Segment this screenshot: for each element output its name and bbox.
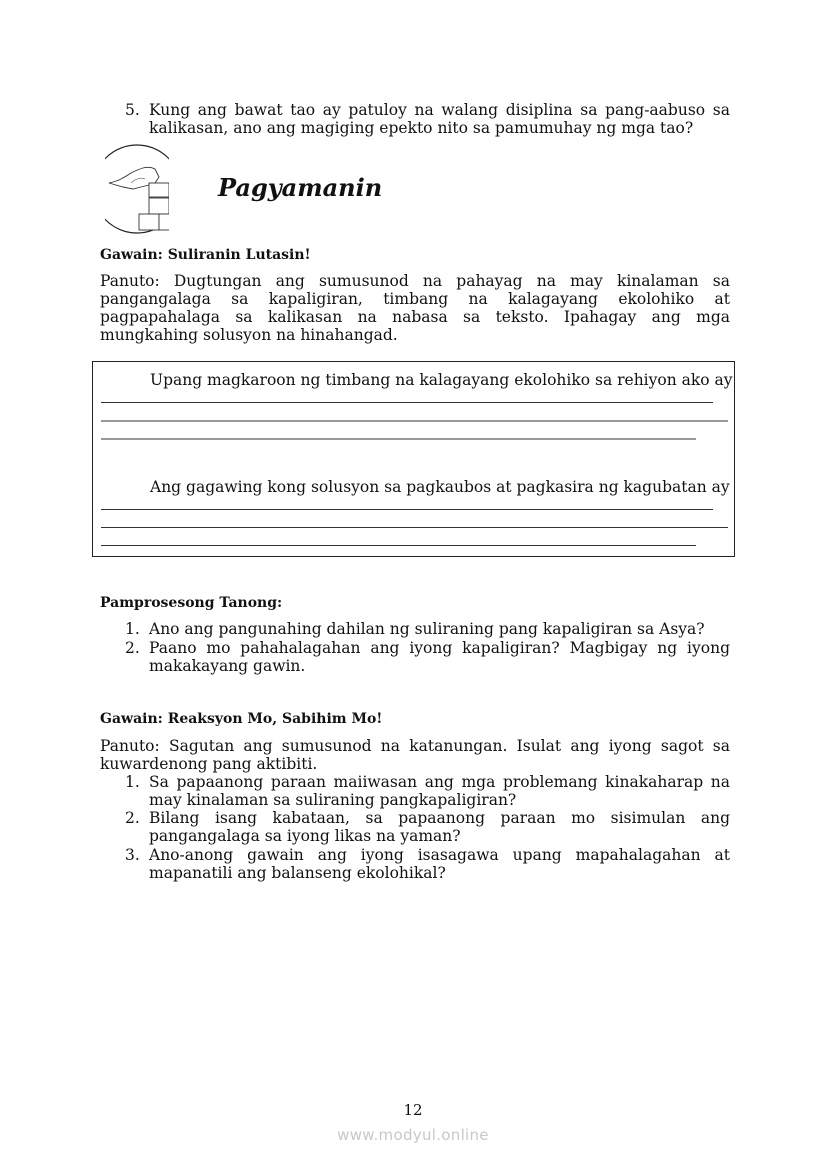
item-text: Sa papaanong paraan maiiwasan ang mga problemang kinakaharap na may kinalaman sa suliraning pangkapaligiran?	[149, 773, 730, 809]
answer-line[interactable]	[101, 545, 696, 546]
list-item	[125, 773, 730, 809]
item-text: Paano mo pahahalagahan ang iyong kapaligiran? Magbigay ng iyong makakayang gawin.	[149, 639, 730, 675]
section-title: Pagyamanin	[218, 173, 383, 202]
list-item	[125, 846, 730, 882]
list-item	[125, 809, 730, 845]
list-item	[125, 639, 730, 675]
prompt-1: Upang magkaroon ng timbang na kalagayang ekolohiko sa rehiyon ako ay	[150, 371, 733, 389]
question-text: Kung ang bawat tao ay patuloy na walang disiplina sa pang-aabuso sa kalikasan, ano ang magiging epekto nito sa pamumuhay ng mga tao?	[149, 101, 730, 137]
item-number: 1.	[125, 773, 140, 791]
hand-stacking-blocks-icon	[105, 143, 169, 235]
prompt-2: Ang gagawing kong solusyon sa pagkaubos at pagkasira ng kagubatan ay	[150, 478, 730, 496]
answer-line[interactable]	[101, 420, 728, 422]
answer-line[interactable]	[101, 438, 696, 440]
activity-heading: Gawain: Suliranin Lutasin!	[100, 247, 311, 263]
answer-line[interactable]	[101, 527, 728, 528]
processing-questions-heading: Pamprosesong Tanong:	[100, 595, 283, 611]
item-number: 3.	[125, 846, 140, 864]
answer-line[interactable]	[101, 402, 713, 403]
item-text: Ano-anong gawain ang iyong isasagawa upang mapahalagahan at mapanatili ang balanseng ekolohikal?	[149, 846, 730, 882]
watermark: www.modyul.online	[337, 1126, 489, 1144]
list-item	[125, 620, 730, 638]
activity-heading: Gawain: Reaksyon Mo, Sabihim Mo!	[100, 711, 383, 727]
item-number: 2.	[125, 809, 140, 827]
answer-line[interactable]	[101, 509, 713, 510]
page-number: 12	[403, 1101, 423, 1119]
answer-box	[92, 361, 735, 557]
activity-instructions: Panuto: Sagutan ang sumusunod na katanungan. Isulat ang iyong sagot sa kuwardenong pang aktibiti.	[100, 737, 730, 773]
item-text: Ano ang pangunahing dahilan ng suliraning pang kapaligiran sa Asya?	[149, 620, 705, 638]
activity-instructions: Panuto: Dugtungan ang sumusunod na pahayag na may kinalaman sa pangangalaga sa kapaligiran, timbang na kalagayang ekolohiko at pagpapahalaga sa kalikasan na nabasa sa teksto. Ipahagay ang mga mungkahing solusyon na hinahangad.	[100, 272, 730, 344]
question-5	[125, 101, 730, 137]
item-number: 2.	[125, 639, 140, 657]
item-number: 1.	[125, 620, 140, 638]
question-number: 5.	[125, 101, 140, 119]
item-text: Bilang isang kabataan, sa papaanong paraan mo sisimulan ang pangangalaga sa iyong likas na yaman?	[149, 809, 730, 845]
